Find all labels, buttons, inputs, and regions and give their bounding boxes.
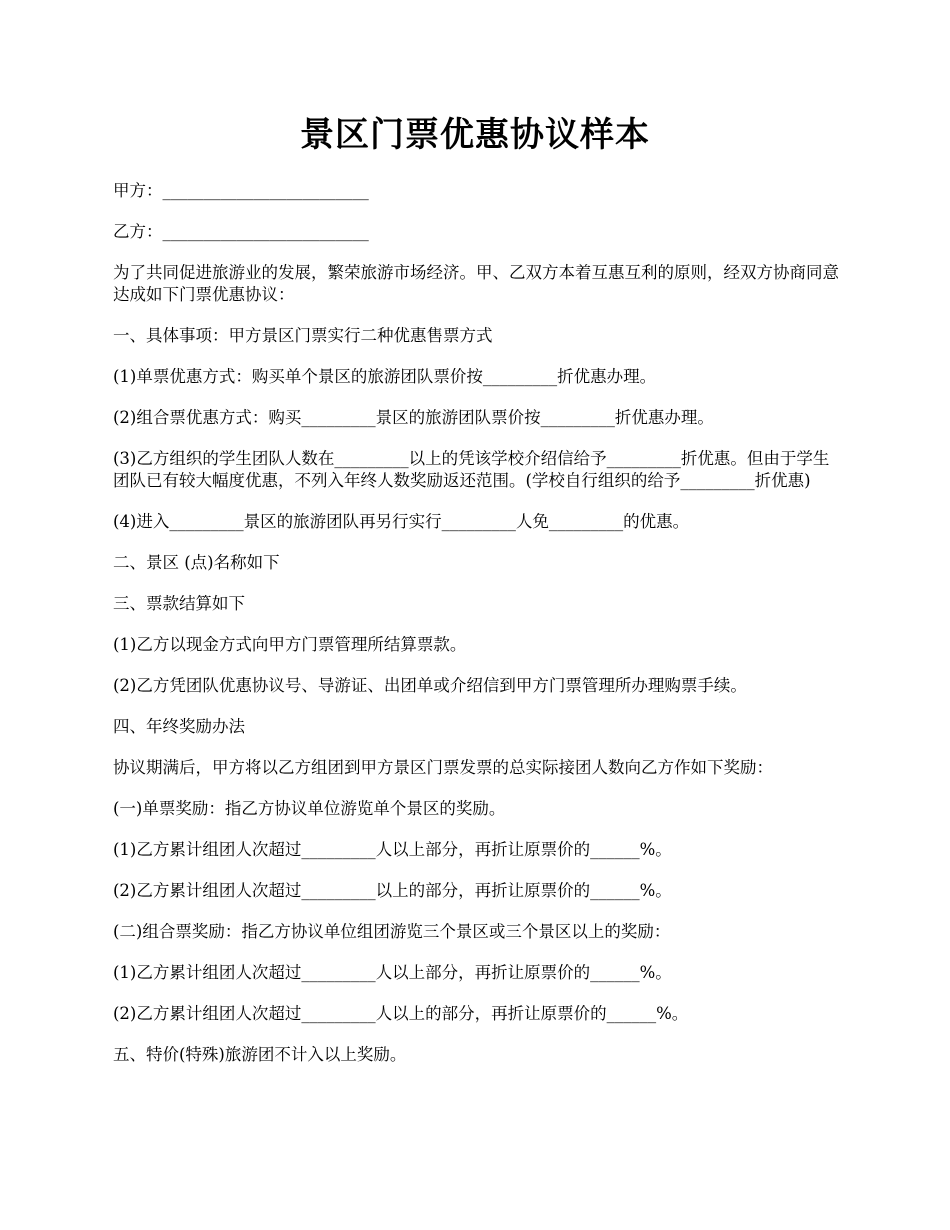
single-reward-clause-1: (1)乙方累计组团人次超过_________人以上部分，再折让原票价的______%。: [113, 840, 672, 859]
party-a-line: 甲方：_________________________: [113, 181, 369, 200]
section-heading-5: 五、特价(特殊)旅游团不计入以上奖励。: [113, 1045, 407, 1064]
section-heading-4: 四、年终奖励办法: [113, 717, 245, 736]
combo-reward-clause-2: (2)乙方累计组团人次超过_________人以上的部分，再折让原票价的______%。: [113, 1004, 689, 1023]
clause-ticket-procedure: (2)乙方凭团队优惠协议号、导游证、出团单或介绍信到甲方门票管理所办理购票手续。: [113, 676, 747, 695]
section-heading-1: 一、具体事项：甲方景区门票实行二种优惠售票方式: [113, 326, 493, 345]
document-title: 景区门票优惠协议样本: [300, 115, 650, 155]
clause-combo-ticket: (2)组合票优惠方式：购买_________景区的旅游团队票价按_________折优惠办理。: [113, 408, 714, 427]
combo-reward-clause-1: (1)乙方累计组团人次超过_________人以上部分，再折让原票价的______%。: [113, 963, 672, 982]
section-heading-3: 三、票款结算如下: [113, 594, 245, 613]
reward-intro-paragraph: 协议期满后，甲方将以乙方组团到甲方景区门票发票的总实际接团人数向乙方作如下奖励：: [113, 758, 773, 777]
clause-cash-settlement: (1)乙方以现金方式向甲方门票管理所结算票款。: [113, 635, 467, 654]
clause-single-ticket: (1)单票优惠方式：购买单个景区的旅游团队票价按_________折优惠办理。: [113, 367, 657, 386]
party-b-line: 乙方：_________________________: [113, 222, 369, 241]
preamble-paragraph: 为了共同促进旅游业的发展，繁荣旅游市场经济。甲、乙双方本着互惠互利的原则，经双方协商同意达成如下门票优惠协议：: [113, 263, 839, 304]
combo-ticket-reward-heading: (二)组合票奖励：指乙方协议单位组团游览三个景区或三个景区以上的奖励：: [113, 922, 671, 941]
section-heading-2: 二、景区 (点)名称如下: [113, 553, 280, 572]
single-reward-clause-2: (2)乙方累计组团人次超过_________以上的部分，再折让原票价的______%。: [113, 881, 672, 900]
single-ticket-reward-heading: (一)单票奖励：指乙方协议单位游览单个景区的奖励。: [113, 799, 506, 818]
clause-free-entry: (4)进入_________景区的旅游团队再另行实行_________人免_________的优惠。: [113, 512, 690, 531]
clause-student-group: (3)乙方组织的学生团队人数在_________以上的凭该学校介绍信给予_________折优惠。但由于学生团队已有较大幅度优惠，不列入年终人数奖励返还范围。(学校自行组织的给予_________折优惠): [113, 449, 830, 490]
document-body: [113, 180, 843, 1085]
